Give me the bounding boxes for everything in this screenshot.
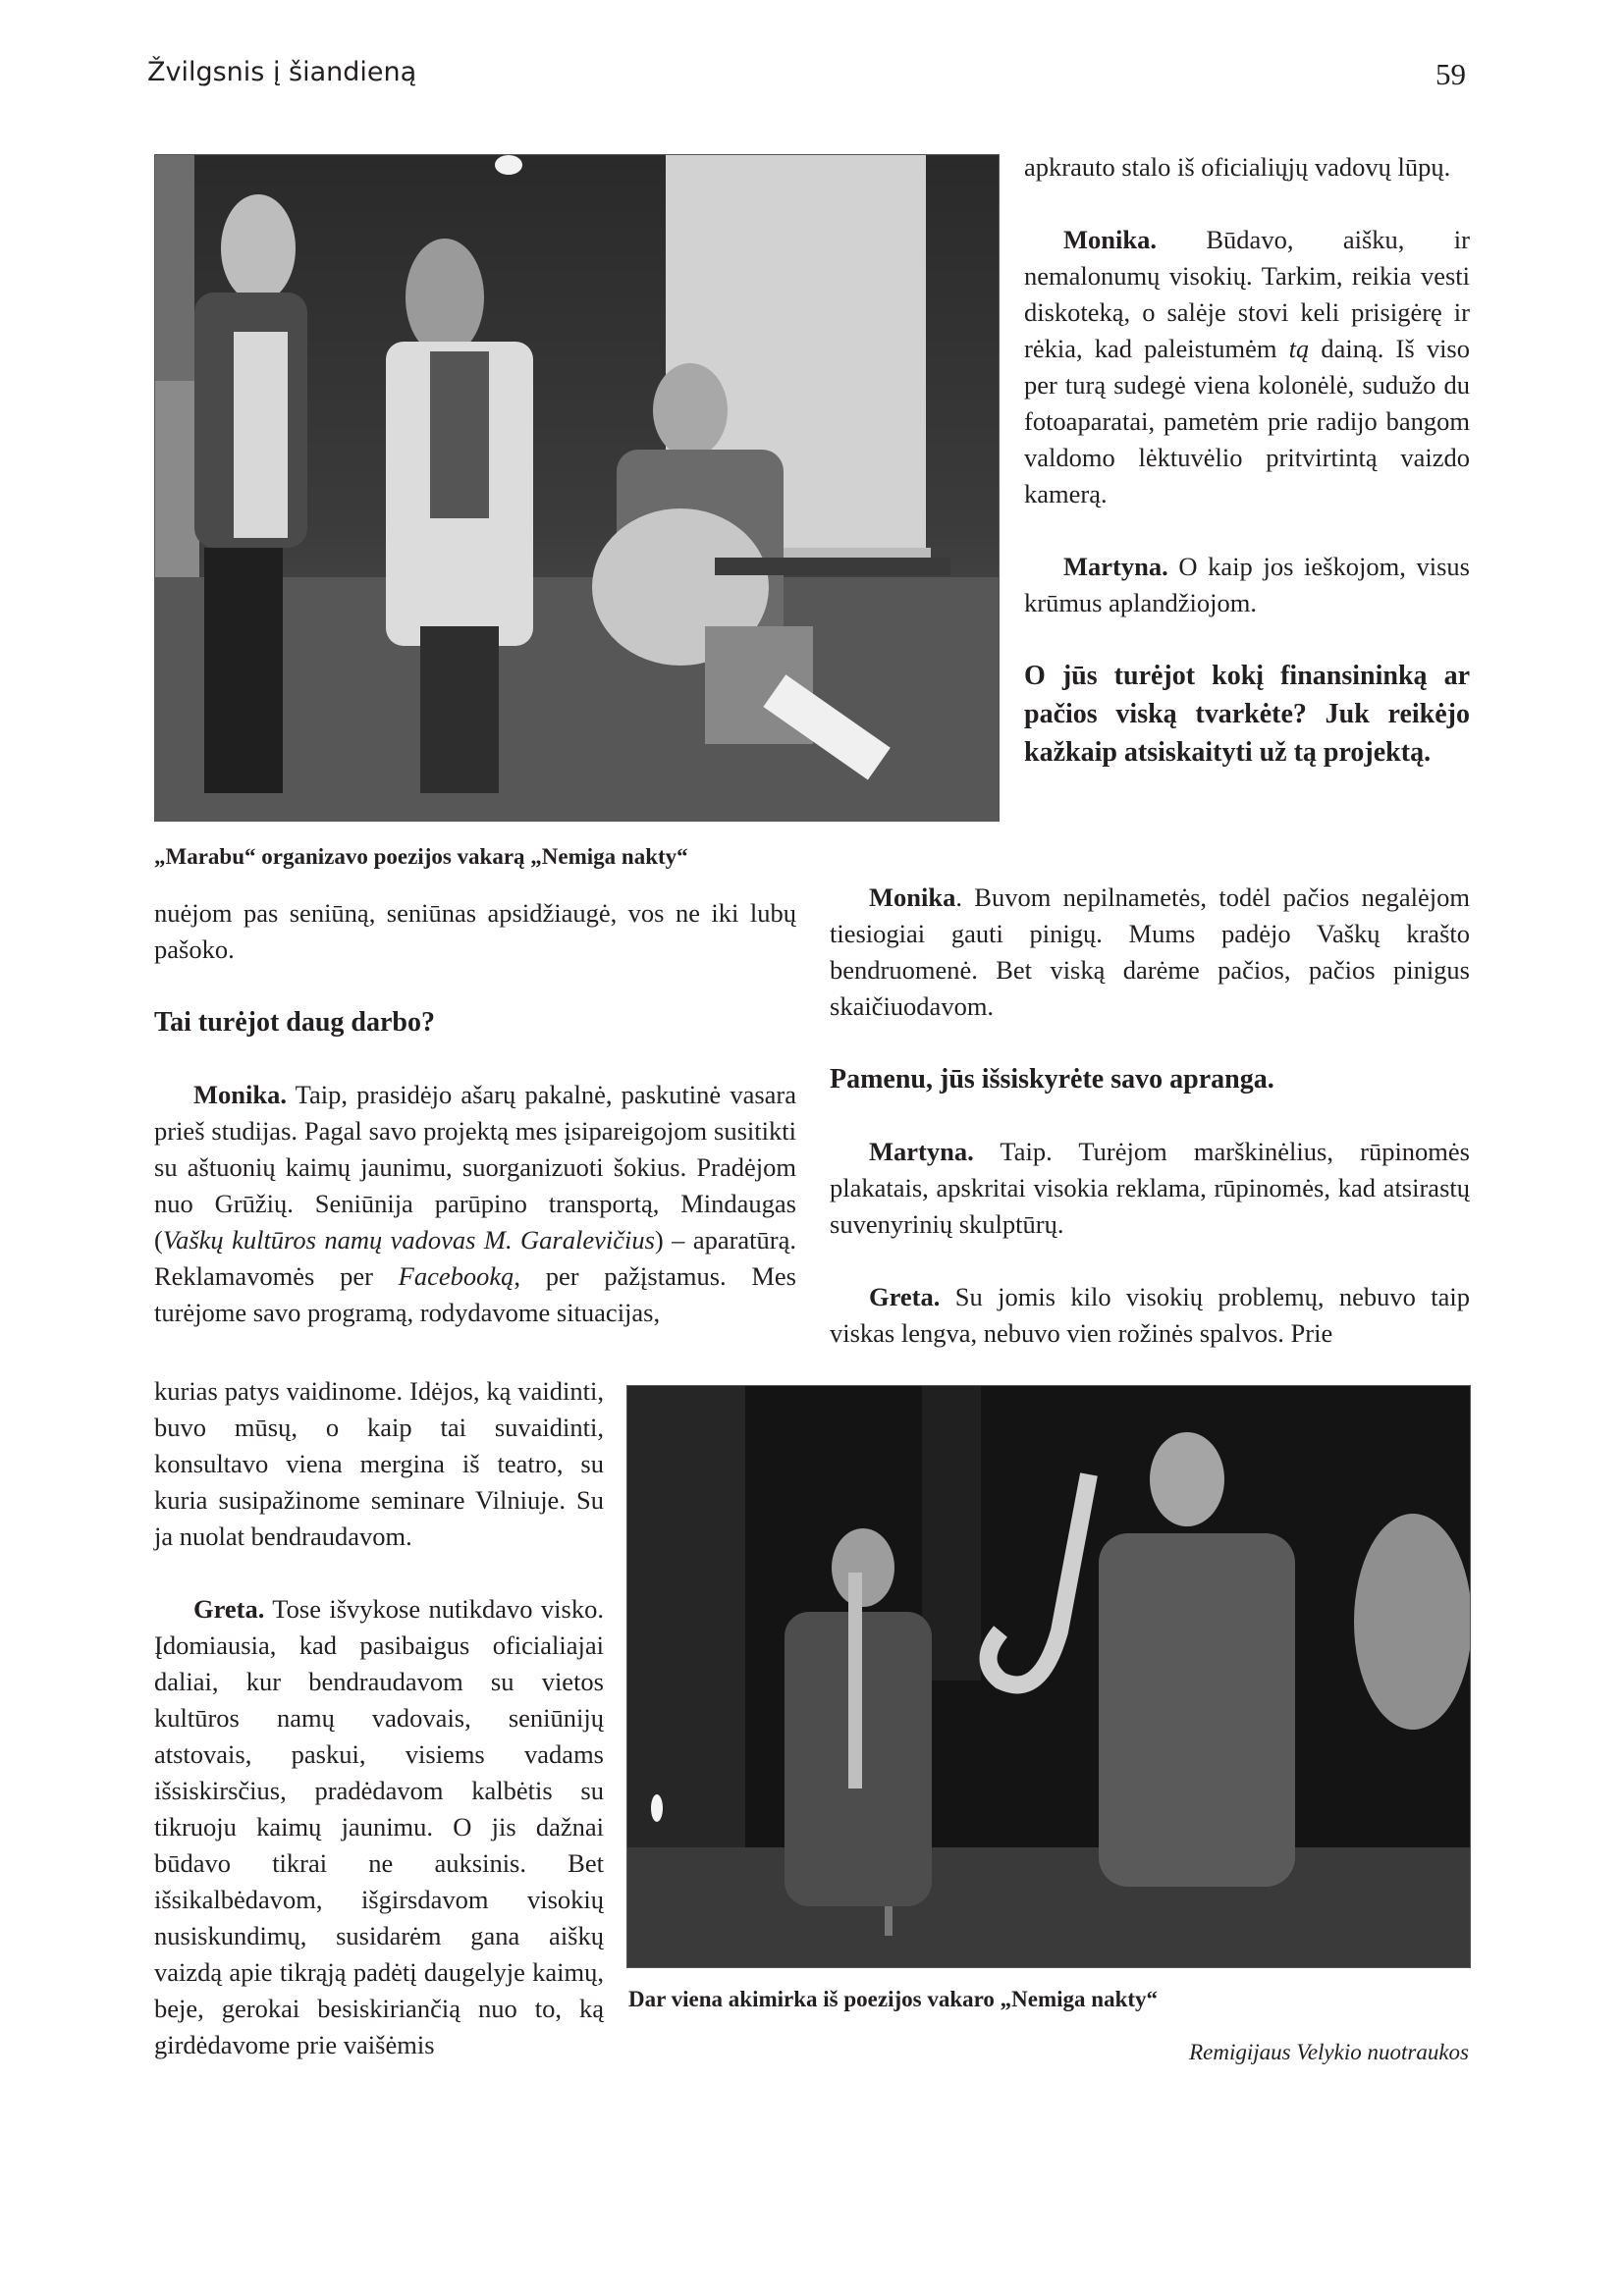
interview-question: Pamenu, jūs išsiskyrėte savo apranga. bbox=[830, 1064, 1274, 1095]
photo-singers-guitarist bbox=[154, 154, 1000, 822]
paragraph-martyna bbox=[1024, 549, 1470, 621]
speaker-name: Monika. bbox=[193, 1080, 287, 1109]
emphasis: Vaškų kultūros namų vadovas M. Garalevičius bbox=[162, 1225, 655, 1255]
speaker-name: Monika bbox=[869, 882, 956, 912]
paragraph-monika bbox=[154, 1077, 796, 1331]
photo-saxophonists bbox=[626, 1385, 1471, 1968]
speaker-name: Greta. bbox=[869, 1282, 941, 1311]
right-column-top bbox=[1024, 149, 1470, 772]
paragraph-text: Su jomis kilo visokių problemų, nebuvo taip viskas lengva, nebuvo vien rožinės spalvos. Prie bbox=[830, 1282, 1470, 1348]
paragraph-text: dainą. Iš viso per turą sudegė viena kolonėlė, sudužo du fotoaparatai, pametėm prie radijo bangom valdomo lėktuvėlio pritvirtintą vaizdo kamerą. bbox=[1024, 334, 1470, 508]
paragraph-greta bbox=[154, 1591, 604, 2063]
paragraph: apkrauto stalo iš oficialiųjų vadovų lūpų. bbox=[1024, 152, 1451, 182]
photo-caption-bottom: Dar viena akimirka iš poezijos vakaro „Nemiga nakty“ bbox=[628, 1987, 1159, 2011]
speaker-name: Martyna. bbox=[1063, 552, 1168, 581]
paragraph-text: . Buvom nepilnametės, todėl pačios negalėjom tiesiogiai gauti pinigų. Mums padėjo Vaškų krašto bendruomenė. Bet viską darėme pačios, pačios pinigus skaičiuodavom. bbox=[830, 882, 1470, 1021]
paragraph-continued: kurias patys vaidinome. Idėjos, ką vaidinti, buvo mūsų, o kaip tai suvaidinti, konsultavo viena mergina iš teatro, su kuria susipažinome seminare Vilniuje. Su ja nuolat bendraudavom. bbox=[154, 1376, 604, 1551]
paragraph-text: O kaip jos ieškojom, visus krūmus aplandžiojom. bbox=[1024, 552, 1470, 617]
running-header-title: Žvilgsnis į šiandieną bbox=[147, 57, 417, 87]
paragraph-text: ) – aparatūrą. Reklamavomės per bbox=[154, 1225, 797, 1291]
paragraph: nuėjom pas seniūną, seniūnas apsidžiaugė, vos ne iki lubų pašoko. bbox=[154, 898, 796, 964]
emphasis: Facebooką bbox=[398, 1261, 514, 1291]
paragraph-martyna bbox=[830, 1134, 1470, 1243]
paragraph-text: , per pažįstamus. Mes turėjome savo programą, rodydavome situacijas, bbox=[154, 1261, 796, 1327]
emphasis: tą bbox=[1288, 334, 1310, 363]
paragraph-monika bbox=[1024, 222, 1470, 512]
photo-image bbox=[627, 1386, 1470, 1967]
right-column-middle bbox=[830, 880, 1470, 1352]
speaker-name: Martyna. bbox=[869, 1137, 974, 1166]
left-column-narrow bbox=[154, 1373, 604, 2063]
interview-question: O jūs turėjot kokį finansininką ar pačios viską tvarkėte? Juk reikėjo kažkaip atsiskaityti už tą projektą. bbox=[1024, 661, 1470, 768]
page-number: 59 bbox=[1435, 57, 1466, 91]
left-column bbox=[154, 895, 796, 1331]
paragraph-greta bbox=[830, 1279, 1470, 1352]
interview-question: Tai turėjot daug darbo? bbox=[154, 1007, 436, 1038]
speaker-name: Greta. bbox=[193, 1594, 265, 1624]
photo-image bbox=[155, 155, 999, 821]
paragraph-text: Būdavo, aišku, ir nemalonumų visokių. Tarkim, reikia vesti diskoteką, o salėje stovi keli prisigėrę ir rėkia, kad paleistumėm bbox=[1024, 225, 1470, 363]
paragraph-monika bbox=[830, 880, 1470, 1025]
paragraph-text: Taip, prasidėjo ašarų pakalnė, paskutinė vasara prieš studijas. Pagal savo projektą mes įsipareigojom susitikti su aštuonių kaimų jaunimu, suorganizuoti šokius. Pradėjom nuo Grūžių. Seniūnija parūpino transportą, Mindaugas ( bbox=[154, 1080, 796, 1255]
photo-caption-top: „Marabu“ organizavo poezijos vakarą „Nemiga nakty“ bbox=[154, 844, 688, 869]
speaker-name: Monika. bbox=[1063, 225, 1157, 254]
paragraph-text: Taip. Turėjom marškinėlius, rūpinomės plakatais, apskritai visokia reklama, rūpinomės, kad atsirastų suvenyrinių skulptūrų. bbox=[830, 1137, 1470, 1239]
photo-credit: Remigijaus Velykio nuotraukos bbox=[1189, 2040, 1469, 2064]
paragraph-text: Tose išvykose nutikdavo visko. Įdomiausia, kad pasibaigus oficialiajai daliai, kur bendraudavom su vietos kultūros namų vadovais, seniūnijų atstovais, paskui, visiems vadams išsiskirsčius, pradėdavom kalbėtis su tikruoju kaimų jaunimu. O jis dažnai būdavo tikrai ne auksinis. Bet išsikalbėdavom, išgirsdavom visokių nusiskundimų, susidarėm gana aiškų vaizdą apie tikrąją padėtį daugelyje kaimų, beje, gerokai besiskiriančią nuo to, ką girdėdavome prie vaišėmis bbox=[154, 1594, 604, 2059]
